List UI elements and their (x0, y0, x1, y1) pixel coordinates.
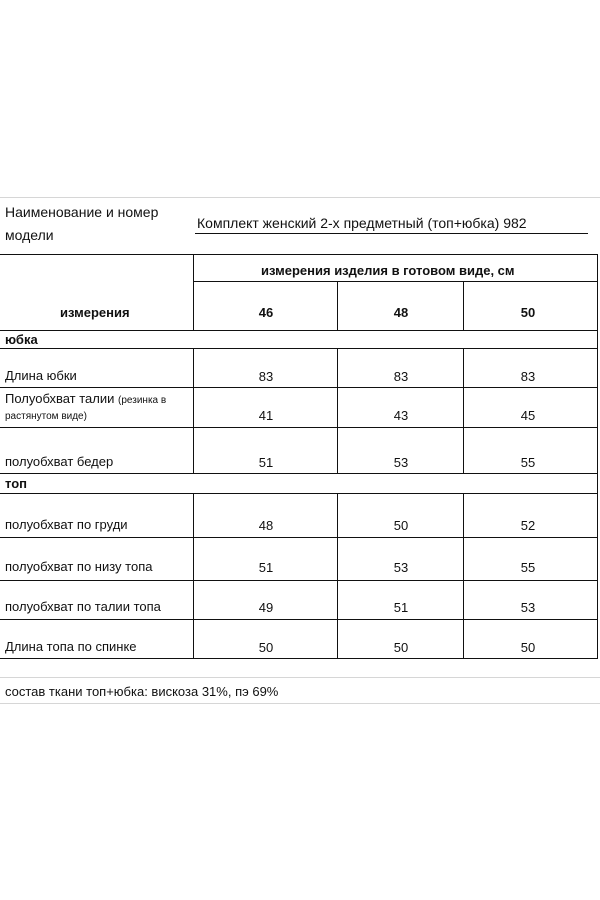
column-divider (463, 493, 464, 658)
row-border (0, 473, 598, 474)
cell-value: 50 (258, 640, 274, 655)
size-50-header: 50 (520, 305, 536, 320)
row-border (0, 580, 598, 581)
row-label: полуобхват по низу топа (5, 559, 153, 574)
cell-value: 51 (393, 600, 409, 615)
header-bottom-border (0, 330, 598, 331)
row-border (0, 387, 598, 388)
row-label: полуобхват по талии топа (5, 599, 161, 614)
cell-value: 55 (520, 560, 536, 575)
section-title-skirt: юбка (5, 332, 38, 347)
cell-value: 49 (258, 600, 274, 615)
row-border (0, 348, 598, 349)
row-label-note: растянутом виде) (5, 411, 87, 422)
measure-header: измерения (60, 305, 130, 320)
row-label: полуобхват по груди (5, 517, 128, 532)
cell-value: 53 (520, 600, 536, 615)
label-column-divider (193, 493, 194, 658)
cell-value: 83 (258, 369, 274, 384)
size-48-header: 48 (393, 305, 409, 320)
column-divider (337, 281, 338, 330)
column-divider (463, 281, 464, 330)
grid-line (0, 197, 600, 198)
row-label: полуобхват бедер (5, 454, 114, 469)
grid-line (0, 677, 600, 678)
row-border (0, 537, 598, 538)
cell-value: 53 (393, 560, 409, 575)
label-column-divider (193, 348, 194, 473)
cell-value: 55 (520, 455, 536, 470)
group-header-bottom-border (193, 281, 598, 282)
row-label: Полуобхват талии (резинка в (5, 391, 167, 406)
grid-line (0, 703, 600, 704)
row-border (0, 493, 598, 494)
cell-value: 51 (258, 560, 274, 575)
cell-value: 48 (258, 518, 274, 533)
row-border (0, 619, 598, 620)
table-bottom-border (0, 658, 598, 659)
model-title: Комплект женский 2-х предметный (топ+юбка) 982 (197, 215, 527, 231)
cell-value: 51 (258, 455, 274, 470)
column-divider (463, 348, 464, 473)
row-border (0, 427, 598, 428)
cell-value: 83 (520, 369, 536, 384)
section-title-top: топ (5, 476, 27, 491)
model-label-line1: Наименование и номер (5, 204, 159, 220)
column-divider (337, 348, 338, 473)
cell-value: 50 (393, 518, 409, 533)
cell-value: 41 (258, 408, 274, 423)
table-right-border (597, 254, 598, 658)
row-label: Длина топа по спинке (5, 639, 137, 654)
title-underline (195, 233, 588, 234)
measure-header-right-border (193, 254, 194, 330)
group-header: измерения изделия в готовом виде, см (261, 263, 515, 278)
size-46-header: 46 (258, 305, 274, 320)
cell-value: 50 (520, 640, 536, 655)
cell-value: 83 (393, 369, 409, 384)
column-divider (337, 493, 338, 658)
cell-value: 53 (393, 455, 409, 470)
fabric-composition: состав ткани топ+юбка: вискоза 31%, пэ 69% (5, 684, 279, 699)
row-label: Длина юбки (5, 368, 77, 383)
cell-value: 43 (393, 408, 409, 423)
cell-value: 50 (393, 640, 409, 655)
cell-value: 52 (520, 518, 536, 533)
table-top-border (0, 254, 598, 255)
model-label-line2: модели (5, 227, 54, 243)
cell-value: 45 (520, 408, 536, 423)
